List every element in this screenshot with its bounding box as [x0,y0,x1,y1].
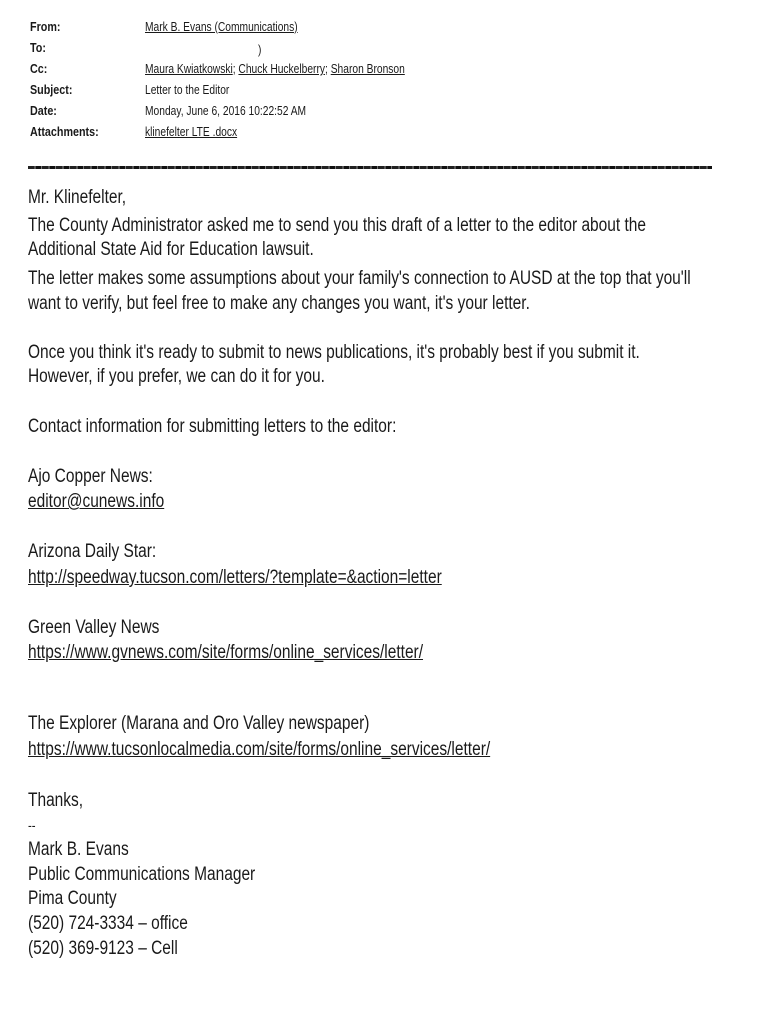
from-link[interactable]: Mark B. Evans (Communications) [145,20,298,34]
outlet-name: Green Valley News [28,617,160,638]
outlet-contact-link[interactable]: http://speedway.tucson.com/letters/?template=&action=letter [28,567,442,588]
cc-link[interactable]: Chuck Huckelberry [238,62,326,76]
signature-line: Public Communications Manager [28,864,256,885]
subject-value: Letter to the Editor [145,83,230,97]
cc-link[interactable]: Sharon Bronson [330,62,405,76]
from-label: From: [30,20,61,34]
signature-line: Mark B. Evans [28,839,129,860]
attachments-label: Attachments: [30,125,99,139]
paragraph-line: Contact information for submitting letters to the editor: [28,416,397,437]
paragraph-line: Additional State Aid for Education lawsuit. [28,239,314,260]
to-label: To: [30,41,46,55]
paragraph-line: However, if you prefer, we can do it for you. [28,366,325,387]
paragraph-line: The letter makes some assumptions about your family's connection to AUSD at the top that you'll [28,268,691,289]
to-value: ) [258,43,262,57]
date-label: Date: [30,104,57,118]
signature-line: Pima County [28,888,117,909]
outlet-contact-link[interactable]: https://www.gvnews.com/site/forms/online_services/letter/ [28,642,424,663]
outlet-name: Arizona Daily Star: [28,541,157,562]
signature-line: (520) 724-3334 – office [28,913,188,934]
outlet-contact-link[interactable]: https://www.tucsonlocalmedia.com/site/forms/online_services/letter/ [28,739,491,760]
signature-line: (520) 369-9123 – Cell [28,938,178,959]
paragraph-line: want to verify, but feel free to make any changes you want, it's your letter. [28,293,530,314]
cc-value: Maura Kwiatkowski; Chuck Huckelberry; Sharon Bronson [145,62,405,76]
attachment-link[interactable]: klinefelter LTE .docx [145,125,238,139]
signature-separator: -- [28,817,36,833]
outlet-name: The Explorer (Marana and Oro Valley newspaper) [28,713,370,734]
closing: Thanks, [28,790,84,811]
outlet-name: Ajo Copper News: [28,466,153,487]
cc-label: Cc: [30,62,48,76]
paragraph-line: Once you think it's ready to submit to news publications, it's probably best if you submit it. [28,342,640,363]
outlet-contact-link[interactable]: editor@cunews.info [28,491,165,512]
cc-link[interactable]: Maura Kwiatkowski [145,62,233,76]
subject-label: Subject: [30,83,73,97]
greeting: Mr. Klinefelter, [28,187,127,208]
paragraph-line: The County Administrator asked me to send you this draft of a letter to the editor about the [28,215,647,236]
date-value: Monday, June 6, 2016 10:22:52 AM [145,104,307,118]
header-divider [28,166,712,169]
